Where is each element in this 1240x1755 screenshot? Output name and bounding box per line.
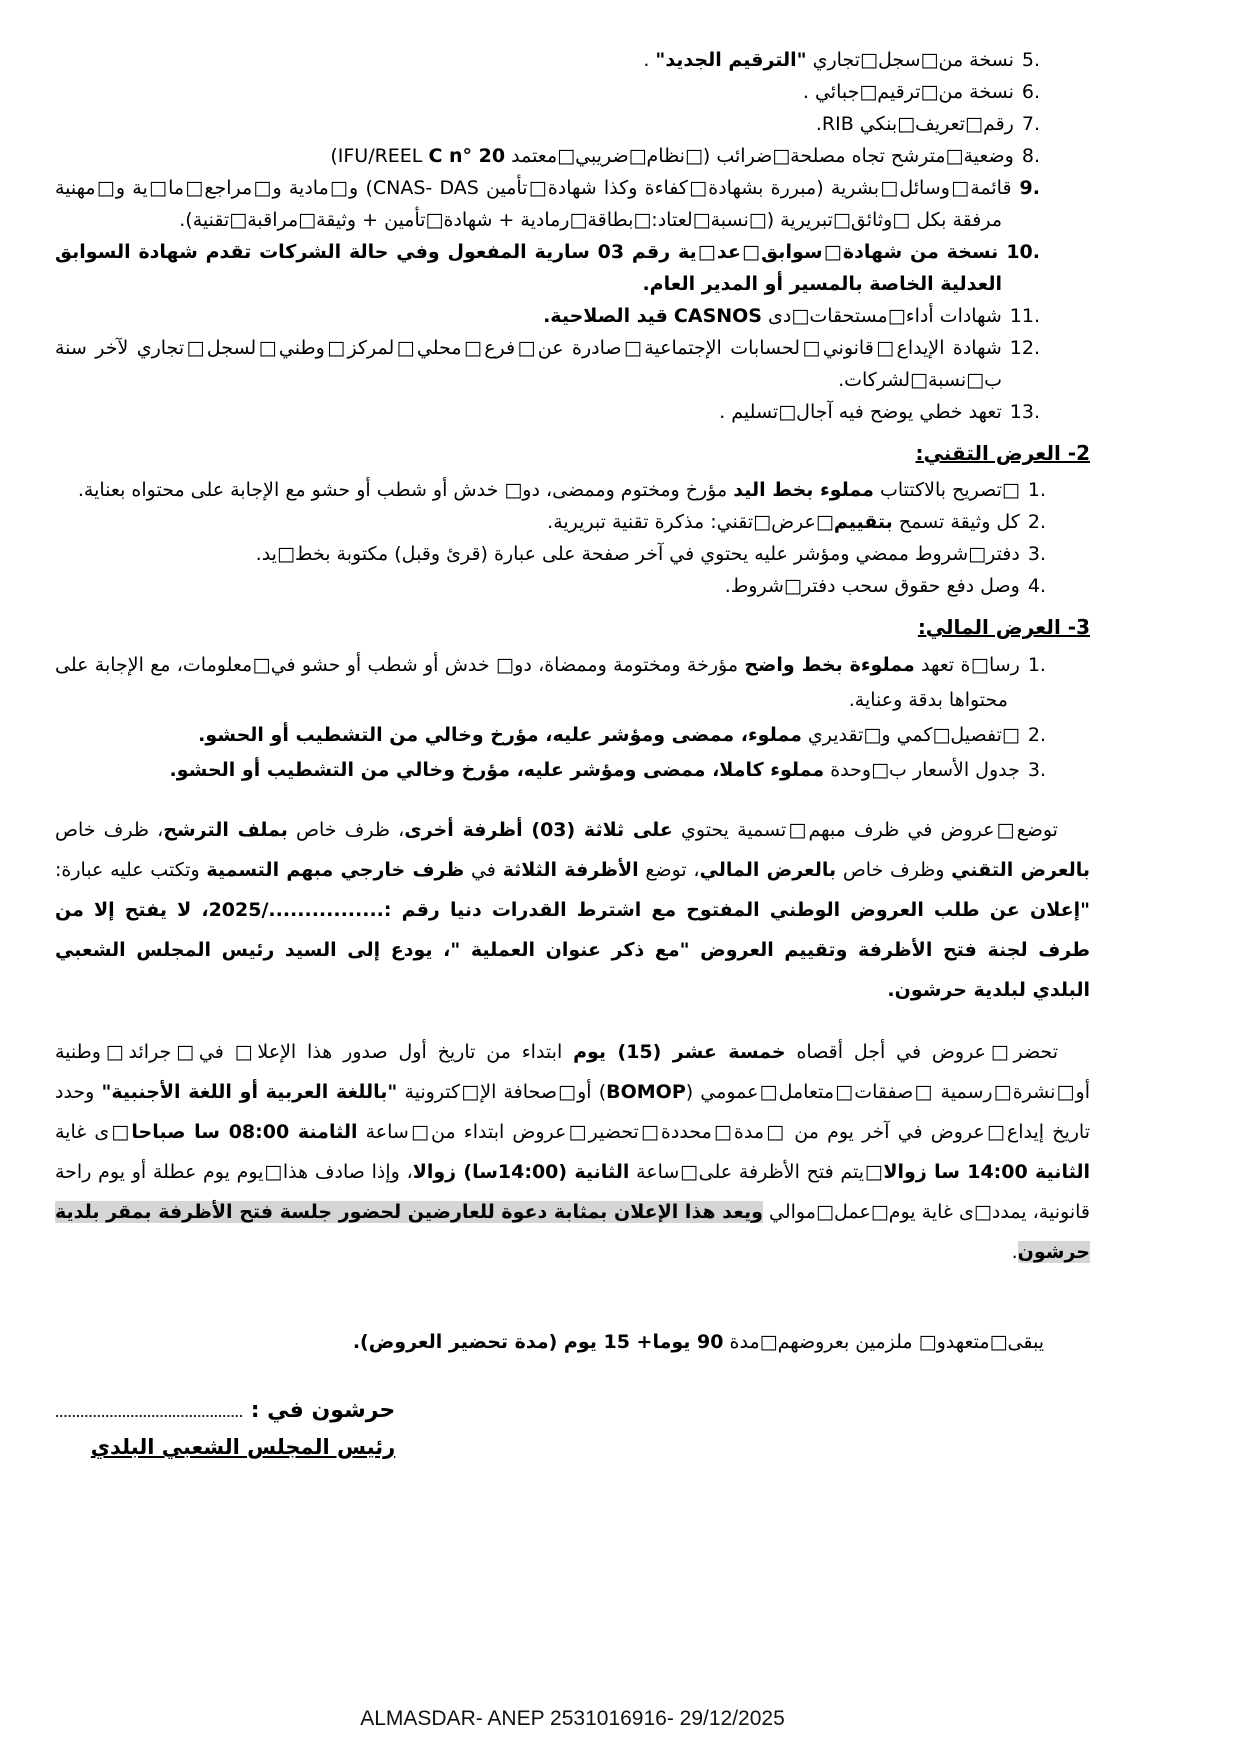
list-item — [55, 44, 1040, 76]
item-number: 6. — [1021, 81, 1040, 103]
text-run: رقم□تعريف□بنكي RIB. — [815, 113, 1014, 135]
item-text — [55, 177, 1012, 231]
text-run: تحضر□عروض في أجل أقصاه — [785, 1041, 1058, 1063]
text-run: ، توضع — [638, 859, 700, 881]
text-run: C n° 20 — [428, 145, 506, 167]
text-run: □تصريح بالاكتتاب — [873, 479, 1020, 501]
technical-offer-list — [55, 474, 1090, 602]
tender-notice-page — [55, 44, 1090, 1463]
text-run: ابتداء من تاريخ أول صدور هذا الإعلا□ في□جرائد□وطنية أو□نشرة□رسمية □صفقات□متعامل□عمومي ( — [55, 1041, 1090, 1103]
text-run: وحدد تاريخ إيداع□عروض في آخر يوم من □مدة□محددة□تحضير□عروض ابتداء من□ساعة — [55, 1081, 1090, 1143]
item-number: 1. — [1027, 654, 1046, 676]
list-item — [55, 76, 1040, 108]
text-run: شهادة الإيداع□قانوني□لحسابات الإجتماعية□صادرة عن□فرع□محلي□لمركز□وطني□لسجل□تجاري لآخر سنة ب□نسبة□لشركات. — [55, 337, 1002, 391]
list-item — [55, 753, 1046, 788]
item-text — [55, 241, 1002, 295]
item-number: 9. — [1019, 177, 1040, 199]
item-number: 3. — [1027, 543, 1046, 565]
text-run: جدول الأسعار ب□وحدة — [824, 759, 1020, 781]
text-run: كل وثيقة تسمح — [892, 511, 1020, 533]
text-run: تعهد خطي يوضح فيه آجال□تسليم . — [719, 401, 1002, 423]
technical-offer-heading: 2- العرض التقني: — [915, 441, 1090, 465]
signature-block — [55, 1394, 395, 1463]
text-run: قائمة□وسائل□بشرية (مبررة بشهادة□كفاءة وكذا شهادة□تأمين CNAS- DAS) و□مادية و□مراجع□ما□ية و□مهنية مرفقة بكل □وثائق□تبريرية (□نسبة□لعتاد:□بطاقة□رمادية + شهادة□تأمين + وثيقة□مراقبة□تقنية). — [55, 177, 1012, 231]
text-run: 90 يوما+ 15 يوم (مدة تحضير العروض). — [352, 1331, 724, 1353]
item-text — [543, 305, 1002, 327]
text-run: يبقى□متعهدو□ ملزمين بعروضهم□مدة — [723, 1331, 1044, 1353]
financial-offer-heading: 3- العرض المالي: — [917, 615, 1090, 639]
text-run: "باللغة العربية أو اللغة الأجنبية" — [101, 1081, 398, 1103]
text-run: الثانية (14:00سا) زوالا — [412, 1161, 630, 1183]
signature-date-dots: ............................................. — [55, 1407, 244, 1420]
text-run: ) — [330, 145, 338, 167]
item-number: 11. — [1009, 305, 1040, 327]
item-number: 5. — [1021, 49, 1040, 71]
text-run: وضعية□مترشح تجاه مصلحة□ضرائب (□نظام□ضريبي□معتمد IFU/REEL — [337, 145, 1014, 167]
item-text — [55, 654, 1020, 711]
item-text — [198, 724, 1020, 746]
text-run: مملوءة بخط واضح — [744, 654, 915, 676]
list-item — [55, 396, 1040, 428]
item-number: 3. — [1027, 759, 1046, 781]
item-text — [719, 401, 1002, 423]
text-run: مملوء كاملا، ممضى ومؤشر عليه، مؤرخ وخالي من التشطيب أو الحشو. — [169, 759, 825, 781]
offer-validity-line — [55, 1322, 1090, 1362]
signature-place-line — [55, 1394, 395, 1431]
list-item — [55, 648, 1046, 718]
item-number: 12. — [1009, 337, 1040, 359]
item-text — [725, 575, 1020, 597]
text-run: الثانية 14:00 سا زوالا — [883, 1161, 1090, 1183]
text-run: الأظرفة الثلاثة — [502, 859, 639, 881]
text-run: دفتر□شروط ممضي ومؤشر عليه يحتوي في آخر صفحة على عبارة (قرئ وقبل) مكتوبة بخط□يد. — [255, 543, 1020, 565]
list-item — [55, 236, 1040, 300]
deadline-paragraph — [55, 1032, 1090, 1272]
text-run: نسخة من شهادة□سوابق□عد□ية رقم 03 سارية المفعول وفي حالة الشركات تقدم شهادة السوابق العدلية الخاصة بالمسير أو المدير العام. — [55, 241, 1002, 295]
list-item — [55, 538, 1046, 570]
text-run: وظرف خاص — [836, 859, 952, 881]
signature-title: رئيس المجلس الشعبي البلدي — [90, 1435, 396, 1459]
list-item — [55, 108, 1040, 140]
item-text — [547, 511, 1020, 533]
text-run: . — [1011, 1241, 1018, 1263]
text-run: ، ظرف خاص — [55, 819, 164, 841]
text-run: خمسة عشر (15) يوم — [573, 1041, 786, 1063]
text-run: قيد الصلاحية. — [543, 305, 668, 327]
text-run: وصل دفع حقوق سحب دفتر□شروط. — [724, 575, 1020, 597]
text-run: وتكتب عليه عبارة: — [55, 859, 207, 881]
item-number: 10. — [1006, 241, 1040, 263]
anep-footer: ALMASDAR- ANEP 2531016916- 29/12/2025 — [360, 1707, 785, 1730]
text-run: □تفصيل□كمي و□تقديري — [801, 724, 1020, 746]
text-run: بملف الترشح — [163, 819, 288, 841]
text-run: نسخة من□ترقيم□جبائي . — [802, 81, 1014, 103]
list-item — [55, 300, 1040, 332]
list-item — [55, 506, 1046, 538]
candidacy-documents-list — [55, 44, 1090, 428]
signature-place-label: حرشون في : — [250, 1398, 396, 1423]
financial-offer-list — [55, 648, 1090, 788]
list-item — [55, 332, 1040, 396]
text-run: □يتم فتح الأظرفة على□ساعة — [629, 1161, 884, 1183]
item-text — [816, 113, 1014, 135]
text-run: ) أو□صحافة الإ□كترونية — [397, 1081, 607, 1103]
item-number: 8. — [1021, 145, 1040, 167]
text-run: رسا□ة تعهد — [914, 654, 1020, 676]
item-text — [803, 81, 1014, 103]
text-run: BOMOP — [606, 1081, 686, 1103]
text-run: شهادات أداء□مستحقات□دى — [762, 305, 1002, 327]
text-run: الثامنة 08:00 سا صباحا — [131, 1121, 358, 1143]
list-item — [55, 718, 1046, 753]
text-run: نسخة من□سجل□تجاري — [806, 49, 1014, 71]
list-item — [55, 140, 1040, 172]
text-run: توضع□عروض في ظرف مبهم□تسمية يحتوي — [672, 819, 1058, 841]
list-item — [55, 474, 1046, 506]
text-run: في — [464, 859, 503, 881]
text-run: ويعد هذا الإعلان بمثابة دعوة للعارضين لحضور جلسة فتح الأظرفة بمقر بلدية حرشون — [55, 1201, 1090, 1263]
text-run: . — [643, 49, 656, 71]
text-run: ، وإذا صادف هذا□يوم يوم عطلة أو يوم راحة قانونية، يمدد□ى غاية يوم□عمل□موالي — [55, 1161, 1090, 1223]
text-run: □عرض□تقني: مذكرة تقنية تبريرية. — [547, 511, 834, 533]
text-run: على ثلاثة (03) أظرفة أخرى — [404, 819, 673, 841]
list-item — [55, 172, 1040, 236]
text-run: مملوء بخط اليد — [733, 479, 874, 501]
item-text — [256, 543, 1020, 565]
item-text — [78, 479, 1020, 501]
item-text — [643, 49, 1014, 71]
text-run: ، ظرف خاص — [287, 819, 405, 841]
item-number: 4. — [1027, 575, 1046, 597]
list-item — [55, 570, 1046, 602]
item-text — [55, 337, 1002, 391]
item-text — [169, 759, 1019, 781]
item-number: 2. — [1027, 511, 1046, 533]
text-run: بتقييم — [833, 511, 893, 533]
text-run: "الترقيم الجديد" — [655, 49, 807, 71]
text-run: بالعرض التقني — [951, 859, 1090, 881]
envelope-instructions-paragraph — [55, 810, 1090, 1010]
item-number: 1. — [1027, 479, 1046, 501]
text-run: مؤرخة ومختومة وممضاة، دو□ خدش أو شطب أو حشو في□معلومات، مع الإجابة على محتواها بدقة وعناية. — [55, 654, 1008, 711]
item-number: 2. — [1027, 724, 1046, 746]
text-run: "إعلان عن طلب العروض الوطني المفتوح مع اشترط القدرات دنيا رقم :................/2025، لا يفتح إلا من طرف لجنة فتح الأظرفة وتقييم العروض "مع ذكر عنوان العملية "، يودع إلى السيد رئيس المجلس الشعبي البلدي لبلدية حرشون. — [55, 899, 1091, 1001]
item-number: 7. — [1021, 113, 1040, 135]
item-text — [330, 145, 1014, 167]
text-run: □ى غاية — [55, 1121, 132, 1143]
text-run: بالعرض المالي — [699, 859, 837, 881]
text-run: مؤرخ ومختوم وممضى، دو□ خدش أو شطب أو حشو مع الإجابة على محتواه بعناية. — [77, 479, 734, 501]
text-run: مملوء، ممضى ومؤشر عليه، مؤرخ وخالي من التشطيب أو الحشو. — [198, 724, 802, 746]
text-run: ظرف خارجي مبهم التسمية — [206, 859, 465, 881]
item-number: 13. — [1009, 401, 1040, 423]
text-run: CASNOS — [673, 305, 762, 327]
